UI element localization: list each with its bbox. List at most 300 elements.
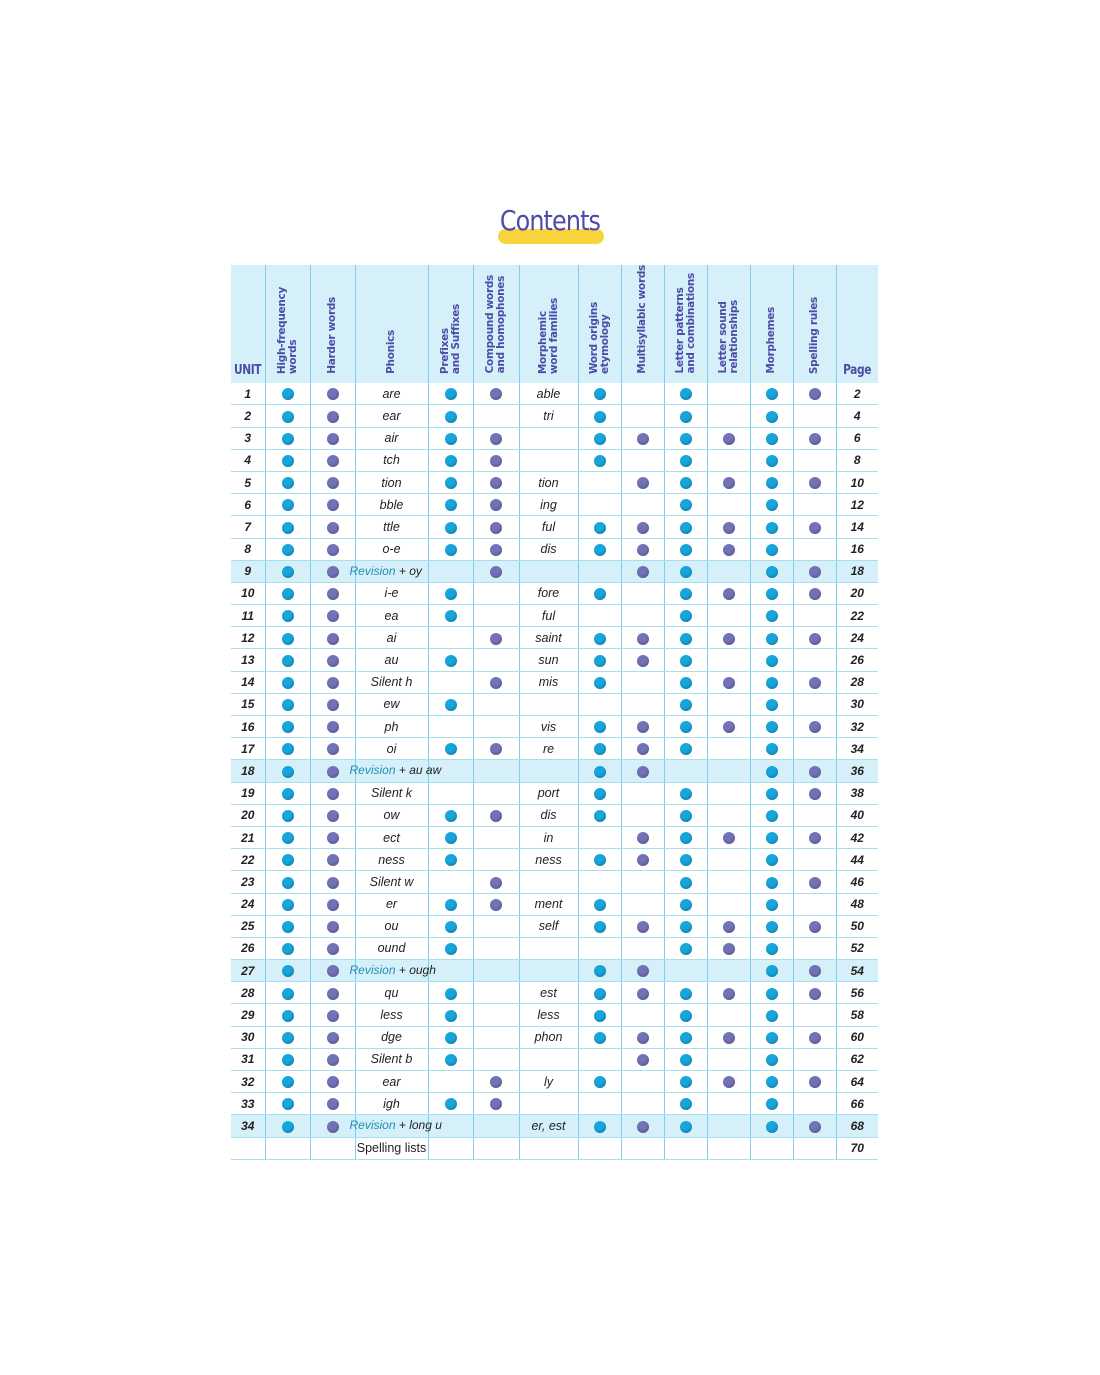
compound-cell: [473, 804, 519, 826]
high-frequency-cell: [265, 982, 310, 1004]
high-frequency-cell: [265, 693, 310, 715]
unit-cell: [231, 538, 265, 560]
blue-dot-icon: [766, 899, 778, 911]
page-cell: [836, 1093, 878, 1115]
blue-dot-icon: [766, 1121, 778, 1133]
rules-cell: [793, 1115, 836, 1137]
purple-dot-icon: [637, 633, 649, 645]
patterns-cell: [664, 1071, 707, 1093]
blue-dot-icon: [594, 810, 606, 822]
letter-sound-cell: [707, 605, 750, 627]
patterns-cell: [664, 516, 707, 538]
purple-dot-icon: [327, 1054, 339, 1066]
unit-cell: [231, 693, 265, 715]
phonics-cell-text: ai: [386, 630, 397, 645]
compound-cell: [473, 1048, 519, 1070]
purple-dot-icon: [327, 411, 339, 423]
purple-dot-icon: [327, 588, 339, 600]
rules-cell: [793, 627, 836, 649]
compound-cell: [473, 383, 519, 405]
table-row[interactable]: [231, 1004, 878, 1026]
blue-dot-icon: [680, 522, 692, 534]
blue-dot-icon: [766, 655, 778, 667]
phonics-cell-text: tion: [381, 475, 402, 490]
multisyllabic-cell: [621, 1048, 664, 1070]
header-letter-sound: [707, 265, 750, 383]
patterns-cell: [664, 471, 707, 493]
blue-dot-icon: [766, 699, 778, 711]
phonics-cell: [355, 516, 428, 538]
page-cell: [836, 1026, 878, 1048]
revision-row[interactable]: [231, 560, 878, 582]
multisyllabic-cell: [621, 1093, 664, 1115]
multisyllabic-cell: [621, 937, 664, 959]
purple-dot-icon: [809, 721, 821, 733]
phonics-cell: [355, 605, 428, 627]
unit-cell: [231, 494, 265, 516]
purple-dot-icon: [490, 433, 502, 445]
family-cell: [519, 627, 578, 649]
page-cell-text: 10: [850, 475, 864, 490]
table-row[interactable]: [231, 982, 878, 1004]
patterns-cell: [664, 915, 707, 937]
high-frequency-cell: [265, 915, 310, 937]
table-row[interactable]: [231, 383, 878, 405]
letter-sound-cell: [707, 716, 750, 738]
page-cell-text: 52: [850, 941, 864, 956]
header-phonics: [355, 265, 428, 383]
prefixes-cell: [428, 782, 473, 804]
letter-sound-cell: [707, 1093, 750, 1115]
phonics-cell: [355, 804, 428, 826]
blue-dot-icon: [282, 699, 294, 711]
purple-dot-icon: [490, 477, 502, 489]
purple-dot-icon: [809, 477, 821, 489]
morphemes-cell: [750, 893, 793, 915]
patterns-cell: [664, 1026, 707, 1048]
blue-dot-icon: [680, 943, 692, 955]
blue-dot-icon: [766, 455, 778, 467]
unit-cell-text: 22: [241, 852, 255, 867]
unit-cell: [231, 760, 265, 782]
blue-dot-icon: [282, 633, 294, 645]
header-line: Prefixes: [438, 327, 451, 374]
phonics-cell: [355, 582, 428, 604]
table-row[interactable]: [231, 405, 878, 427]
phonics-cell: [349, 960, 436, 982]
compound-cell: [473, 1071, 519, 1093]
unit-cell: [231, 1026, 265, 1048]
blue-dot-icon: [282, 788, 294, 800]
purple-dot-icon: [327, 721, 339, 733]
purple-dot-icon: [327, 633, 339, 645]
phonics-cell: [355, 1048, 428, 1070]
harder-words-cell: [310, 693, 355, 715]
rules-cell: [793, 405, 836, 427]
morphemes-cell: [750, 782, 793, 804]
purple-dot-icon: [490, 1098, 502, 1110]
patterns-cell: [664, 804, 707, 826]
morphemes-cell: [750, 826, 793, 848]
prefixes-cell: [428, 560, 473, 582]
page-cell: [836, 871, 878, 893]
purple-dot-icon: [327, 899, 339, 911]
family-cell: [519, 826, 578, 848]
purple-dot-icon: [637, 988, 649, 1000]
family-cell: [519, 605, 578, 627]
purple-dot-icon: [490, 633, 502, 645]
purple-dot-icon: [327, 610, 339, 622]
blue-dot-icon: [680, 743, 692, 755]
table-row[interactable]: [231, 738, 878, 760]
blue-dot-icon: [680, 477, 692, 489]
phonics-cell-text: au: [384, 653, 399, 668]
blue-dot-icon: [282, 1098, 294, 1110]
patterns-cell: [664, 826, 707, 848]
header-multisyllabic-label: [637, 265, 648, 374]
purple-dot-icon: [490, 522, 502, 534]
purple-dot-icon: [327, 477, 339, 489]
purple-dot-icon: [327, 810, 339, 822]
purple-dot-icon: [327, 788, 339, 800]
header-page: [836, 265, 878, 383]
table-row[interactable]: [231, 893, 878, 915]
compound-cell: [473, 471, 519, 493]
phonics-cell-text: Silent k: [371, 786, 412, 801]
purple-dot-icon: [723, 633, 735, 645]
blue-dot-icon: [766, 544, 778, 556]
table-row[interactable]: [231, 915, 878, 937]
family-cell-text: saint: [535, 630, 562, 645]
page-cell: [836, 427, 878, 449]
blue-dot-icon: [680, 588, 692, 600]
letter-sound-cell: [707, 982, 750, 1004]
unit-cell-text: 4: [244, 453, 252, 468]
purple-dot-icon: [490, 743, 502, 755]
phonics-cell: [355, 871, 428, 893]
table-row[interactable]: [231, 1071, 878, 1093]
family-cell-text: re: [542, 741, 555, 756]
unit-cell: [231, 582, 265, 604]
page-cell: [836, 760, 878, 782]
family-cell: [519, 1093, 578, 1115]
blue-dot-icon: [282, 1054, 294, 1066]
rules-cell: [793, 826, 836, 848]
table-row[interactable]: [231, 605, 878, 627]
rules-cell: [793, 449, 836, 471]
header-unit: [231, 265, 265, 383]
purple-dot-icon: [327, 1032, 339, 1044]
compound-cell: [473, 1115, 519, 1137]
page-cell-text: 50: [850, 919, 864, 934]
unit-cell-text: 33: [241, 1096, 255, 1111]
high-frequency-cell: [265, 627, 310, 649]
page-cell-text: 60: [850, 1030, 864, 1045]
unit-cell-text: 26: [241, 941, 255, 956]
purple-dot-icon: [490, 388, 502, 400]
morphemes-cell: [750, 649, 793, 671]
prefixes-cell: [428, 937, 473, 959]
family-cell: [519, 804, 578, 826]
phonics-cell-text: ness: [378, 852, 405, 867]
rules-cell: [793, 849, 836, 871]
compound-cell: [473, 782, 519, 804]
phonics-cell: [355, 649, 428, 671]
table-row[interactable]: [231, 627, 878, 649]
page-cell: [836, 560, 878, 582]
table-row[interactable]: [231, 494, 878, 516]
patterns-cell: [664, 693, 707, 715]
table-row[interactable]: [231, 1093, 878, 1115]
patterns-cell: [664, 1004, 707, 1026]
spelling-lists-row[interactable]: [231, 1137, 878, 1159]
table-row[interactable]: [231, 516, 878, 538]
letter-sound-cell: [707, 471, 750, 493]
rules-cell: [793, 649, 836, 671]
blue-dot-icon: [282, 477, 294, 489]
page-cell-text: 54: [850, 963, 864, 978]
harder-words-cell: [310, 1004, 355, 1026]
blue-dot-icon: [680, 411, 692, 423]
blue-dot-icon: [594, 677, 606, 689]
header-line: and Suffixes: [449, 303, 462, 374]
origins-cell: [578, 1048, 621, 1070]
blue-dot-icon: [680, 899, 692, 911]
family-cell: [519, 1115, 578, 1137]
blue-dot-icon: [766, 499, 778, 511]
harder-words-cell: [310, 982, 355, 1004]
table-row[interactable]: [231, 716, 878, 738]
unit-cell-text: 11: [241, 608, 254, 623]
phonics-cell-text: dge: [381, 1030, 402, 1045]
unit-cell: [231, 849, 265, 871]
purple-dot-icon: [637, 921, 649, 933]
letter-sound-cell: [707, 804, 750, 826]
morphemes-cell: [750, 693, 793, 715]
blue-dot-icon: [680, 1076, 692, 1088]
family-cell-text: dis: [540, 542, 557, 557]
header-line: Word origins: [587, 301, 600, 374]
purple-dot-icon: [723, 921, 735, 933]
header-line: Compound words: [484, 275, 496, 374]
table-row[interactable]: [231, 826, 878, 848]
table-row[interactable]: [231, 671, 878, 693]
blue-dot-icon: [680, 699, 692, 711]
page-cell-text: 6: [853, 431, 861, 446]
blue-dot-icon: [766, 522, 778, 534]
morphemes-cell: [750, 605, 793, 627]
revision-row[interactable]: [231, 1115, 878, 1137]
phonics-cell-text: ound: [377, 941, 406, 956]
page-cell-text: 48: [850, 897, 864, 912]
page-title: Contents: [499, 204, 601, 237]
empty-cell: [428, 1137, 473, 1159]
family-cell: [519, 649, 578, 671]
high-frequency-cell: [265, 605, 310, 627]
unit-cell-text: 1: [244, 386, 252, 401]
purple-dot-icon: [809, 388, 821, 400]
prefixes-cell: [428, 427, 473, 449]
family-cell-text: tri: [543, 408, 554, 423]
purple-dot-icon: [637, 433, 649, 445]
blue-dot-icon: [445, 544, 457, 556]
page-cell-text: 24: [850, 630, 864, 645]
unit-cell-text: 2: [244, 408, 252, 423]
patterns-cell: [664, 582, 707, 604]
page-cell: [836, 1137, 878, 1159]
purple-dot-icon: [327, 988, 339, 1000]
rules-cell: [793, 471, 836, 493]
header-morphemes: [750, 265, 793, 383]
purple-dot-icon: [723, 477, 735, 489]
purple-dot-icon: [723, 1032, 735, 1044]
revision-label: [350, 564, 422, 578]
origins-cell: [578, 471, 621, 493]
origins-cell: [578, 427, 621, 449]
morphemes-cell: [750, 405, 793, 427]
unit-cell-text: 9: [244, 564, 252, 579]
header-line: and homophones: [495, 276, 507, 374]
table-row[interactable]: [231, 782, 878, 804]
page-cell-text: 56: [850, 985, 864, 1000]
table-row[interactable]: [231, 849, 878, 871]
harder-words-cell: [310, 1115, 355, 1137]
origins-cell: [578, 826, 621, 848]
table-row[interactable]: [231, 693, 878, 715]
blue-dot-icon: [594, 921, 606, 933]
purple-dot-icon: [327, 388, 339, 400]
rules-cell: [793, 738, 836, 760]
letter-sound-cell: [707, 494, 750, 516]
unit-cell: [231, 826, 265, 848]
high-frequency-cell: [265, 427, 310, 449]
blue-dot-icon: [445, 433, 457, 445]
table-row[interactable]: [231, 1048, 878, 1070]
prefixes-cell: [428, 849, 473, 871]
revision-row[interactable]: [231, 760, 878, 782]
harder-words-cell: [310, 582, 355, 604]
purple-dot-icon: [490, 544, 502, 556]
prefixes-cell: [428, 826, 473, 848]
unit-cell: [231, 1048, 265, 1070]
phonics-cell-text: ea: [384, 608, 399, 623]
morphemes-cell: [750, 582, 793, 604]
patterns-cell: [664, 1048, 707, 1070]
multisyllabic-cell: [621, 760, 664, 782]
purple-dot-icon: [723, 721, 735, 733]
table-row[interactable]: [231, 538, 878, 560]
rules-cell: [793, 516, 836, 538]
purple-dot-icon: [723, 1076, 735, 1088]
harder-words-cell: [310, 560, 355, 582]
family-cell: [519, 1071, 578, 1093]
prefixes-cell: [428, 1026, 473, 1048]
harder-words-cell: [310, 538, 355, 560]
prefixes-cell: [428, 383, 473, 405]
table-row[interactable]: [231, 1026, 878, 1048]
header-line: and combinations: [684, 273, 697, 374]
high-frequency-cell: [265, 716, 310, 738]
unit-cell: [231, 427, 265, 449]
harder-words-cell: [310, 826, 355, 848]
table-row[interactable]: [231, 427, 878, 449]
blue-dot-icon: [766, 677, 778, 689]
unit-cell-text: 10: [241, 586, 255, 601]
purple-dot-icon: [637, 854, 649, 866]
unit-cell-text: 3: [244, 431, 252, 446]
page-cell: [836, 693, 878, 715]
multisyllabic-cell: [621, 471, 664, 493]
page-cell: [836, 494, 878, 516]
family-cell: [519, 516, 578, 538]
patterns-cell: [664, 449, 707, 471]
rules-cell: [793, 560, 836, 582]
header-word-origins: [578, 265, 621, 383]
compound-cell: [473, 915, 519, 937]
header-line: Letter sound: [716, 301, 729, 374]
family-cell: [519, 960, 578, 982]
blue-dot-icon: [594, 411, 606, 423]
unit-cell-text: 17: [241, 741, 255, 756]
table-row[interactable]: [231, 871, 878, 893]
compound-cell: [473, 605, 519, 627]
table-row[interactable]: [231, 937, 878, 959]
page-cell-text: 34: [850, 741, 864, 756]
blue-dot-icon: [282, 655, 294, 667]
family-cell: [519, 760, 578, 782]
high-frequency-cell: [265, 1026, 310, 1048]
phonics-cell-text: are: [382, 386, 401, 401]
purple-dot-icon: [490, 566, 502, 578]
purple-dot-icon: [809, 1032, 821, 1044]
morphemes-cell: [750, 1115, 793, 1137]
letter-sound-cell: [707, 560, 750, 582]
letter-sound-cell: [707, 1004, 750, 1026]
harder-words-cell: [310, 937, 355, 959]
origins-cell: [578, 693, 621, 715]
table-row[interactable]: [231, 471, 878, 493]
table-row[interactable]: [231, 804, 878, 826]
high-frequency-cell: [265, 671, 310, 693]
unit-cell-text: 29: [241, 1008, 255, 1023]
table-row[interactable]: [231, 649, 878, 671]
multisyllabic-cell: [621, 427, 664, 449]
blue-dot-icon: [766, 477, 778, 489]
morphemes-cell: [750, 471, 793, 493]
blue-dot-icon: [282, 1076, 294, 1088]
table-row[interactable]: [231, 582, 878, 604]
unit-cell-text: 7: [244, 519, 252, 534]
letter-sound-cell: [707, 582, 750, 604]
header-morphemic-families: [519, 265, 578, 383]
family-cell-text: phon: [534, 1030, 563, 1045]
blue-dot-icon: [282, 832, 294, 844]
phonics-cell: [355, 1004, 428, 1026]
blue-dot-icon: [766, 965, 778, 977]
revision-row[interactable]: [231, 960, 878, 982]
page-cell: [836, 849, 878, 871]
blue-dot-icon: [282, 522, 294, 534]
blue-dot-icon: [282, 610, 294, 622]
rules-cell: [793, 937, 836, 959]
blue-dot-icon: [594, 854, 606, 866]
header-prefixes-suffixes: [428, 265, 473, 383]
unit-cell: [231, 738, 265, 760]
table-row[interactable]: [231, 449, 878, 471]
purple-dot-icon: [809, 522, 821, 534]
unit-cell-text: 20: [241, 808, 255, 823]
origins-cell: [578, 494, 621, 516]
